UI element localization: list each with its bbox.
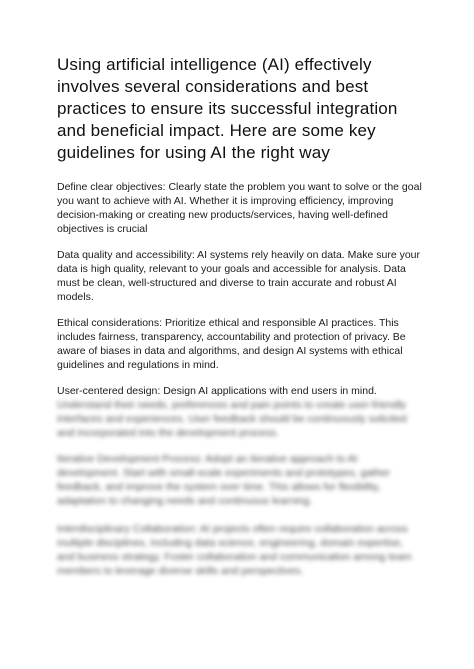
blurred-paragraph-user-centered-rest: Understand their needs, preferences and pain points to create user-friendly interfaces and experiences. User feedback should be continuously solicited and incorporated into the development process. xyxy=(57,399,407,439)
blurred-paragraph-interdisciplinary-collaboration: Interdisciplinary Collaboration: AI projects often require collaboration across multiple disciplines, including data science, engineering, domain expertise, and business strategy. Foster collaboration and communication among team members to leverage diverse skills and perspectives. xyxy=(57,523,412,577)
paragraph-clear-objectives: Define clear objectives: Clearly state the problem you want to solve or the goal you want to achieve with AI. Whether it is improving efficiency, improving decision-making or creating new products/services, having well-defined objectives is crucial xyxy=(57,181,422,235)
paragraph-ethical-considerations: Ethical considerations: Prioritize ethical and responsible AI practices. This includes fairness, transparency, accountability and protection of privacy. Be aware of biases in data and algorithms, and design AI systems with ethical guidelines and regulations in mind. xyxy=(57,317,406,371)
paragraph-user-centered-lead: User-centered design: Design AI applications with end users in mind. xyxy=(57,385,377,397)
blurred-paragraph-iterative-development: Iterative Development Process: Adopt an iterative approach to AI development. Start with small-scale experiments and prototypes, gather feedback, and improve the system over time. This allows for flexibility, adaptation to changing needs and continuous learning. xyxy=(57,453,391,507)
document-heading: Using artificial intelligence (AI) effectively involves several considerations and best practices to ensure its successful integration and beneficial impact. Here are some key guidelines for using AI the right way xyxy=(57,55,398,162)
paragraph-data-quality: Data quality and accessibility: AI systems rely heavily on data. Make sure your data is high quality, relevant to your goals and accessible for analysis. Data must be clean, well-structured and diverse to train accurate and robust AI models. xyxy=(57,249,420,303)
